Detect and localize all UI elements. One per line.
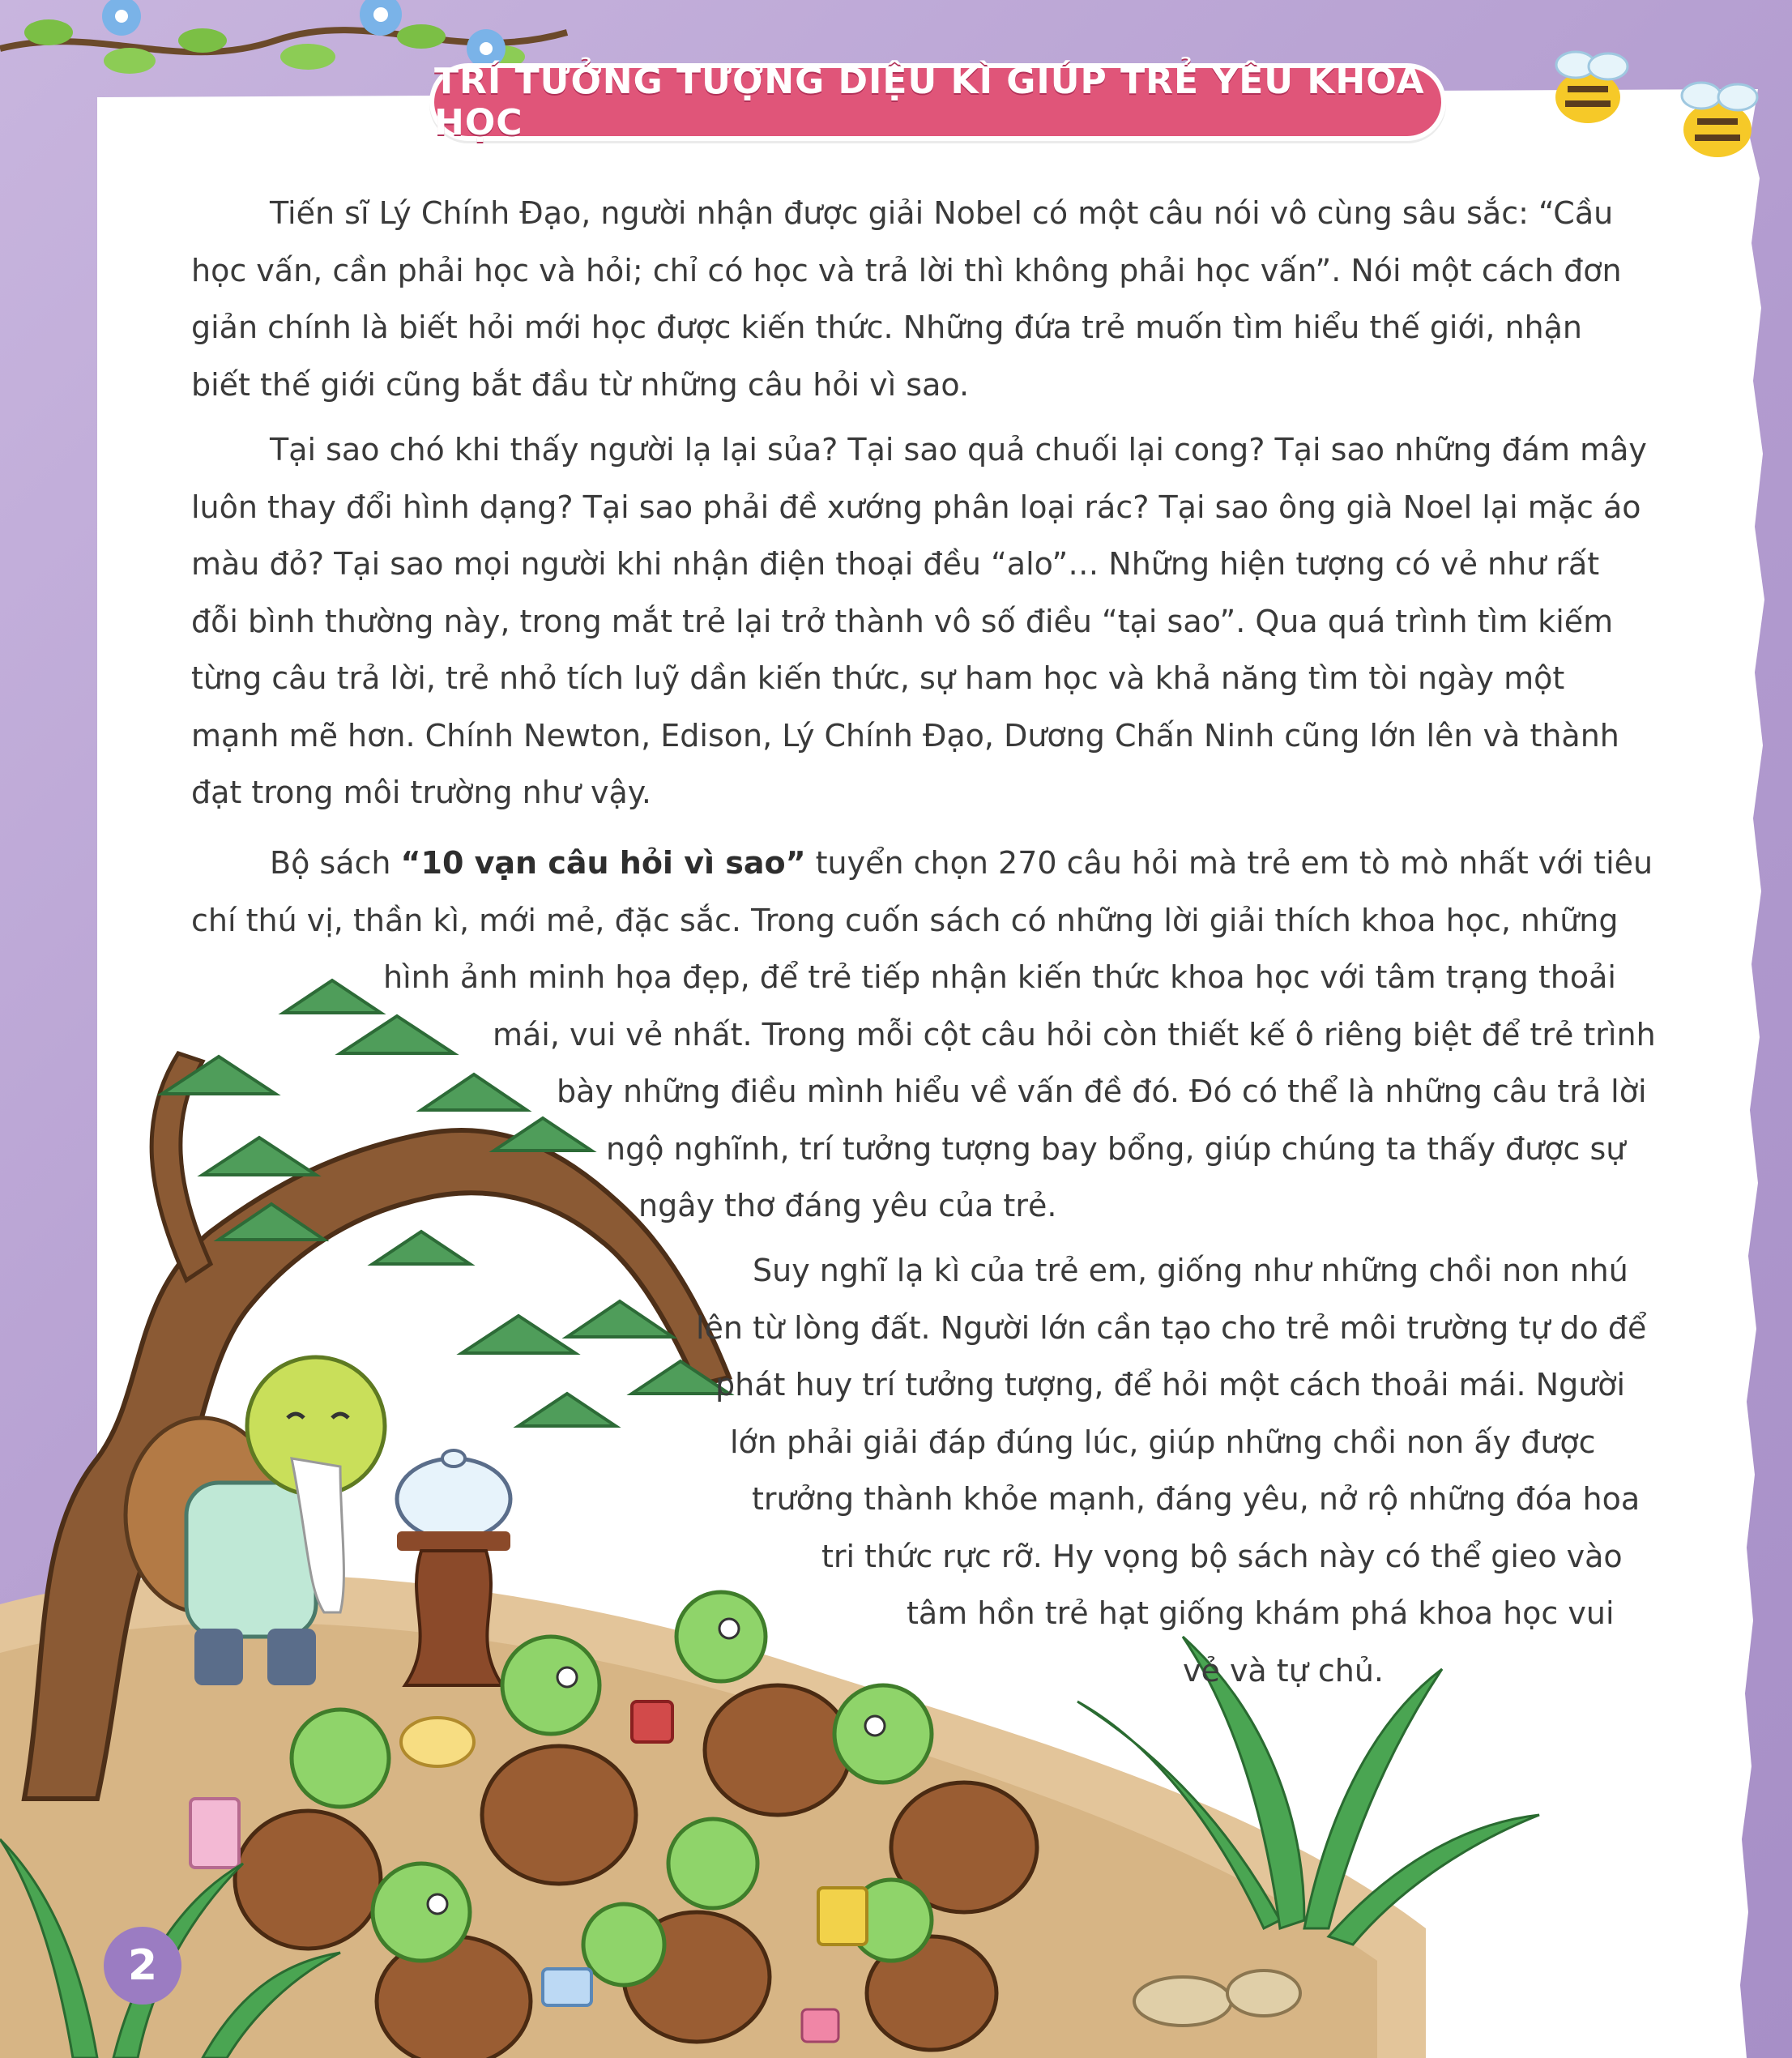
paragraph-1 <box>191 185 1682 413</box>
text-line: giản chính là biết hỏi mới học được kiến thức. Những đứa trẻ muốn tìm hiểu thế giới, nhận <box>191 310 1582 345</box>
text-line: luôn thay đổi hình dạng? Tại sao phải đề xướng phân loại rác? Tại sao ông già Noel lại mặc áo <box>191 489 1641 525</box>
text-line: tri thức rực rỡ. Hy vọng bộ sách này có thể gieo vào <box>821 1538 1623 1574</box>
text-line: chí thú vị, thần kì, mới mẻ, đặc sắc. Trong cuốn sách có những lời giải thích khoa học, những <box>191 902 1619 938</box>
text-line: Suy nghĩ lạ kì của trẻ em, giống như những chồi non nhú <box>753 1253 1628 1288</box>
text-line: ngộ nghĩnh, trí tưởng tượng bay bổng, giúp chúng ta thấy được sự <box>606 1130 1626 1167</box>
paragraph-2 <box>191 421 1682 822</box>
book-title: “10 vạn câu hỏi vì sao” <box>400 845 806 881</box>
text-line: học vấn, cần phải học và hỏi; chỉ có học và trả lời thì không phải học vấn”. Nói một cách đơn <box>191 252 1622 288</box>
text-line: hình ảnh minh họa đẹp, để trẻ tiếp nhận kiến thức khoa học với tâm trạng thoải <box>383 959 1616 995</box>
bee-illustration-2 <box>1682 83 1757 157</box>
text-line: mái, vui vẻ nhất. Trong mỗi cột câu hỏi còn thiết kế ô riêng biệt để trẻ trình <box>493 1016 1656 1052</box>
text-line: mạnh mẽ hơn. Chính Newton, Edison, Lý Chính Đạo, Dương Chấn Ninh cũng lớn lên và thành <box>191 717 1619 754</box>
text-line <box>191 835 1682 892</box>
text-line: đạt trong môi trường như vậy. <box>191 775 651 810</box>
text-line: ngây thơ đáng yêu của trẻ. <box>638 1188 1057 1223</box>
bee-illustration-1 <box>1555 52 1628 123</box>
text-line: Tiến sĩ Lý Chính Đạo, người nhận được giải Nobel có một câu nói vô cùng sâu sắc: “Cầu <box>270 195 1614 231</box>
text-line: trưởng thành khỏe mạnh, đáng yêu, nở rộ những đóa hoa <box>752 1481 1641 1517</box>
text-span: Bộ sách <box>270 845 401 881</box>
text-line: bày những điều mình hiểu về vấn đề đó. Đó có thể là những câu trả lời <box>557 1074 1647 1109</box>
text-line: tâm hồn trẻ hạt giống khám phá khoa học vui <box>907 1595 1615 1631</box>
text-line: màu đỏ? Tại sao mọi người khi nhận điện thoại đều “alo”… Những hiện tượng có vẻ như rất <box>191 546 1600 582</box>
paragraph-3 <box>191 835 1682 1235</box>
text-line: phát huy trí tưởng tượng, để hỏi một cách thoải mái. Người <box>715 1367 1626 1403</box>
text-line: lớn phải giải đáp đúng lúc, giúp những chồi non ấy được <box>730 1424 1596 1460</box>
text-line: biết thế giới cũng bắt đầu từ những câu hỏi vì sao. <box>191 366 970 403</box>
page-number: 2 <box>104 1927 181 2005</box>
text-line: vẻ và tự chủ. <box>1183 1652 1385 1689</box>
text-line: lên từ lòng đất. Người lớn cần tạo cho trẻ môi trường tự do để <box>696 1309 1647 1346</box>
text-span: tuyển chọn 270 câu hỏi mà trẻ em tò mò nhất với tiêu <box>805 845 1653 881</box>
text-line: từng câu trả lời, trẻ nhỏ tích luỹ dần kiến thức, sự ham học và khả năng tìm tòi ngày một <box>191 660 1565 696</box>
paragraph-4 <box>191 1242 1682 1699</box>
banner-title: TRÍ TƯỞNG TƯỢNG DIỆU KÌ GIÚP TRẺ YÊU KHOA HỌC <box>434 61 1425 143</box>
text-line: Tại sao chó khi thấy người lạ lại sủa? Tại sao quả chuối lại cong? Tại sao những đám mây <box>270 432 1647 468</box>
text-line: đỗi bình thường này, trong mắt trẻ lại trở thành vô số điều “tại sao”. Qua quá trình tìm kiếm <box>191 603 1614 639</box>
header-banner <box>429 63 1446 141</box>
